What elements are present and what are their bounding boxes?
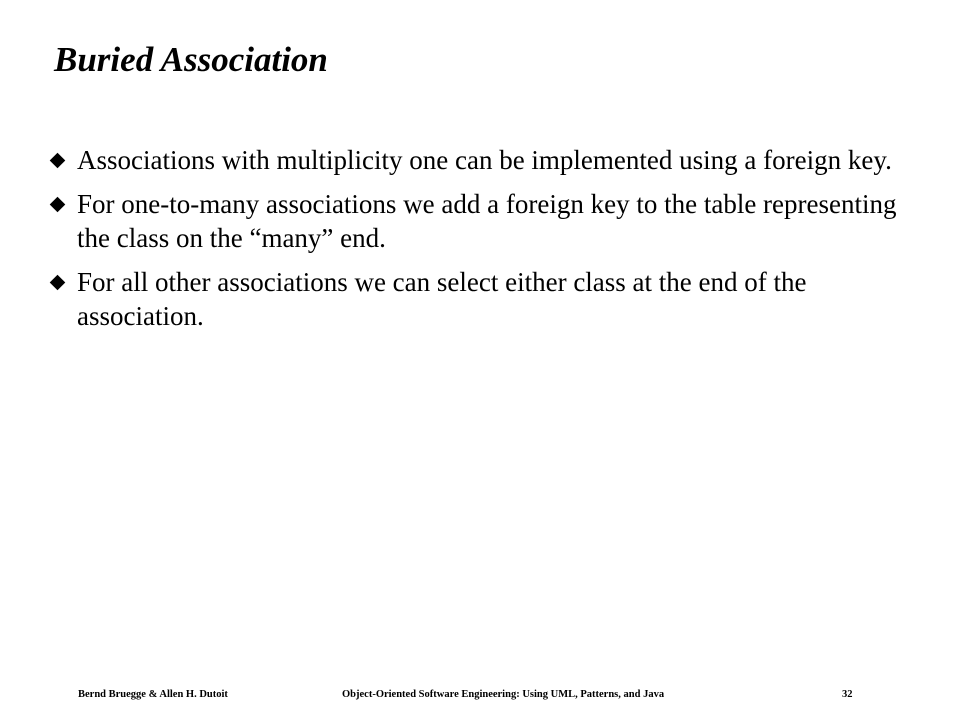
bullet-item <box>48 187 918 255</box>
bullet-item <box>48 265 918 333</box>
diamond-bullet-icon <box>50 153 66 169</box>
footer-authors: Bernd Bruegge & Allen H. Dutoit <box>78 689 228 700</box>
footer-page-number: 32 <box>842 689 853 700</box>
diamond-bullet-icon <box>50 197 66 213</box>
bullet-text: Associations with multiplicity one can be implemented using a foreign key. <box>77 145 892 175</box>
slide-title: Buried Association <box>54 40 328 79</box>
bullet-text: For one-to-many associations we add a foreign key to the table representing the class on the “many” end. <box>77 189 897 253</box>
diamond-bullet-icon <box>50 275 66 291</box>
bullet-item <box>48 143 918 177</box>
footer-book-title: Object-Oriented Software Engineering: Using UML, Patterns, and Java <box>342 689 665 700</box>
bullet-text: For all other associations we can select either class at the end of the association. <box>77 267 807 331</box>
bullet-list <box>48 143 918 343</box>
